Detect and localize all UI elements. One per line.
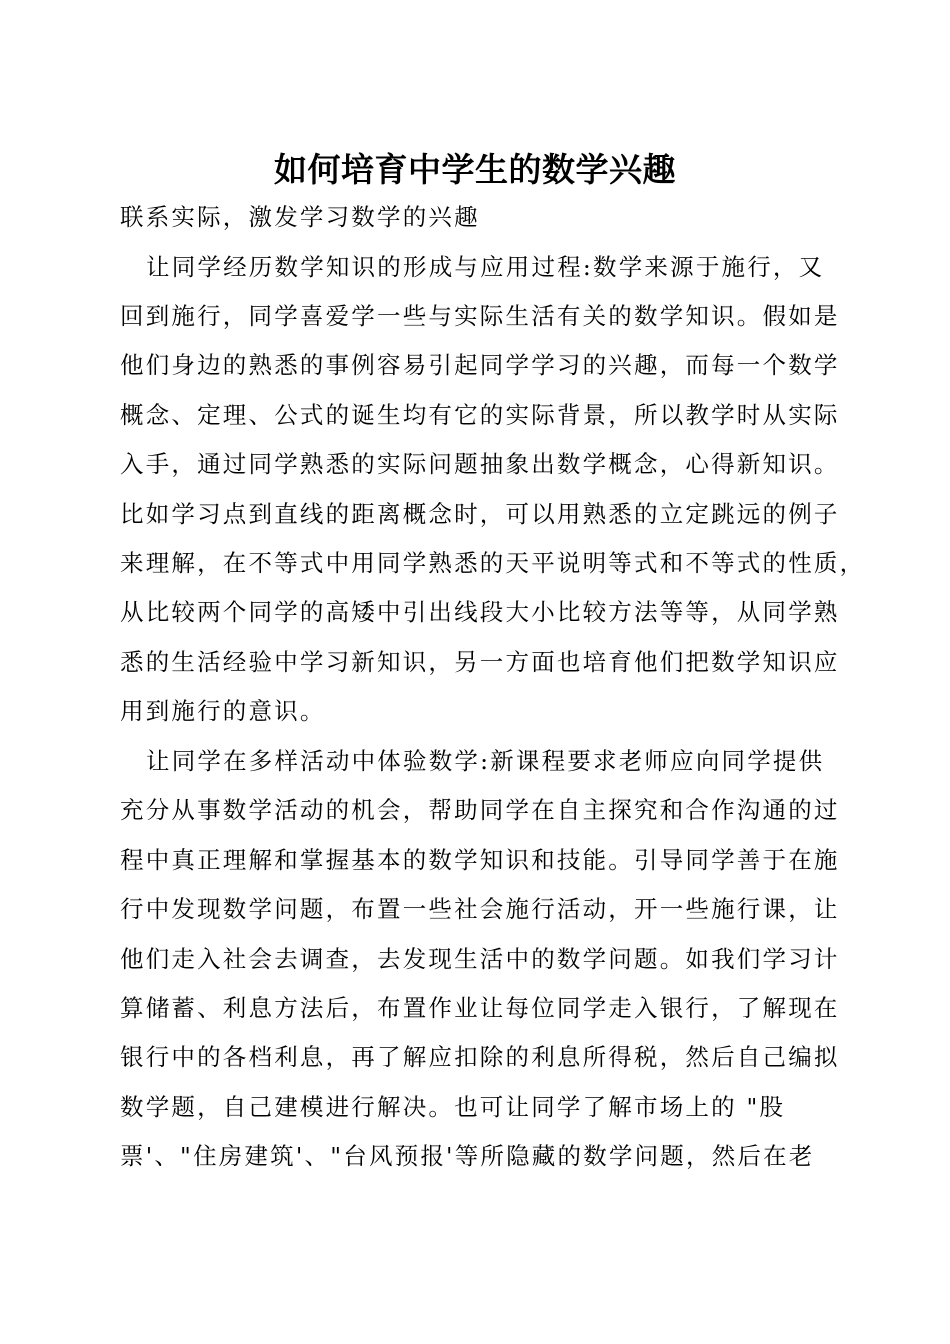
paragraph-line: 算储蓄、利息方法后，布置作业让每位同学走入银行，了解现在 (120, 994, 840, 1022)
paragraph-line: 从比较两个同学的高矮中引出线段大小比较方法等等，从同学熟 (120, 598, 840, 626)
paragraph-line: 让同学经历数学知识的形成与应用过程:数学来源于施行，又 (146, 253, 825, 281)
paragraph-line: 他们走入社会去调查，去发现生活中的数学问题。如我们学习计 (120, 945, 840, 973)
paragraph-line: 用到施行的意识。 (120, 697, 326, 725)
paragraph-line: 概念、定理、公式的诞生均有它的实际背景，所以教学时从实际 (120, 401, 840, 429)
paragraph-line: 来理解，在不等式中用同学熟悉的天平说明等式和不等式的性质， (120, 549, 866, 577)
paragraph-line: 入手，通过同学熟悉的实际问题抽象出数学概念，心得新知识。 (120, 450, 840, 478)
paragraph-line: 他们身边的熟悉的事例容易引起同学学习的兴趣，而每一个数学 (120, 351, 840, 379)
paragraph-line: 充分从事数学活动的机会，帮助同学在自主探究和合作沟通的过 (120, 796, 840, 824)
paragraph-line: 票'、"住房建筑'、"台风预报'等所隐藏的数学问题，然后在老 (120, 1142, 815, 1170)
paragraph-line: 比如学习点到直线的距离概念时，可以用熟悉的立定跳远的例子 (120, 500, 840, 528)
paragraph-line: 银行中的各档利息，再了解应扣除的利息所得税，然后自己编拟 (120, 1043, 840, 1071)
paragraph-line: 数学题，自己建模进行解决。也可让同学了解市场上的 "股 (120, 1093, 786, 1121)
paragraph-line: 程中真正理解和掌握基本的数学知识和技能。引导同学善于在施 (120, 846, 840, 874)
document-title: 如何培育中学生的数学兴趣 (274, 150, 676, 189)
section-heading: 联系实际，激发学习数学的兴趣 (120, 203, 480, 231)
paragraph-line: 悉的生活经验中学习新知识，另一方面也培育他们把数学知识应 (120, 648, 840, 676)
paragraph-line: 让同学在多样活动中体验数学:新课程要求老师应向同学提供 (146, 747, 825, 775)
paragraph-line: 行中发现数学问题，布置一些社会施行活动，开一些施行课，让 (120, 895, 840, 923)
paragraph-line: 回到施行，同学喜爱学一些与实际生活有关的数学知识。假如是 (120, 302, 840, 330)
